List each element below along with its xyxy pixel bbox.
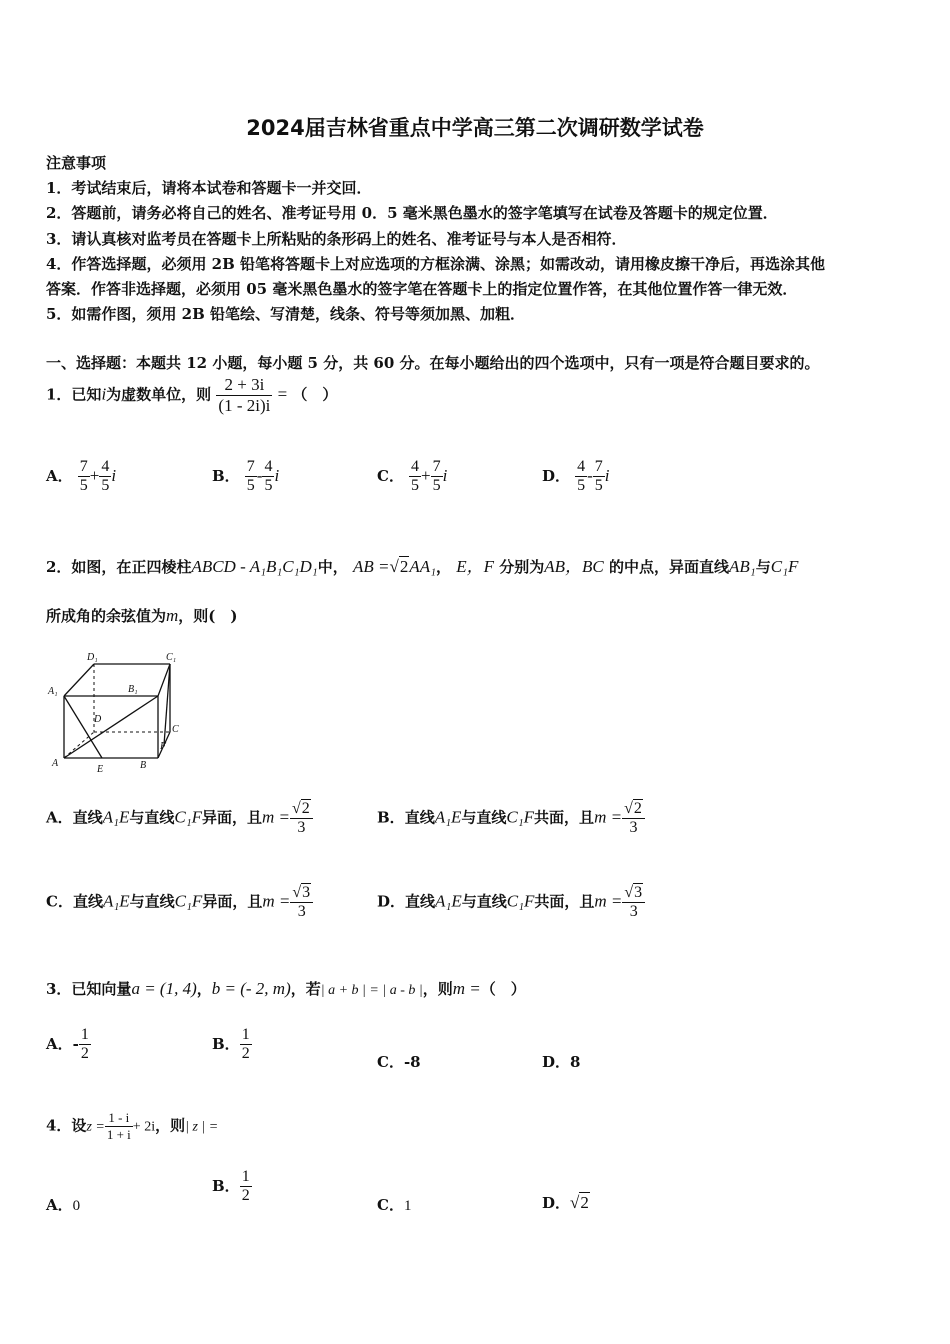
q4-then: ，则 — [155, 1116, 186, 1135]
frac-den: 3 — [622, 818, 645, 837]
frac-den: 3 — [290, 818, 313, 837]
hidden-edge-ad — [64, 732, 94, 758]
q3-condition: | a + b | = | a - b | — [320, 983, 423, 998]
option-operator: + — [421, 466, 431, 485]
frac-num: 1 — [241, 1168, 250, 1185]
frac-den: 5 — [577, 477, 586, 494]
option-frac — [78, 458, 90, 495]
label-c1: C₁ — [166, 652, 177, 663]
option-frac — [79, 1026, 91, 1063]
label-a1: A₁ — [48, 686, 58, 697]
option-sqrt: √2 — [570, 1193, 589, 1212]
frac-den: 3 — [290, 902, 313, 921]
frac-den: 5 — [264, 477, 273, 494]
q3-vector-a: a = (1, 4) — [131, 979, 197, 998]
frac-den: 5 — [432, 477, 441, 494]
option-line: C₁F — [174, 807, 202, 827]
option-text: 1 — [403, 1198, 412, 1214]
segment-ab1 — [64, 696, 158, 758]
q4-fraction — [105, 1110, 133, 1143]
sqrt-radicand: 3 — [302, 884, 311, 901]
q2-and: 与 — [755, 558, 771, 576]
option-label: D． — [542, 1194, 571, 1212]
option-var: i — [111, 466, 117, 485]
label-b1: B₁ — [128, 684, 138, 695]
label-b: B — [140, 760, 147, 771]
notice-item: 1．考试结束后，请将本试卷和答题卡一并交回． — [46, 179, 372, 197]
label-f: F — [160, 741, 167, 752]
q2-option-b[interactable] — [377, 800, 645, 837]
option-frac — [290, 800, 313, 837]
q3-if: ，若 — [290, 980, 321, 998]
q1-var: i — [101, 384, 107, 404]
option-text: 与直线 — [461, 808, 507, 827]
option-m: m = — [262, 891, 291, 911]
option-label: C． — [377, 1196, 404, 1214]
notice-item: 3．请认真核对监考员在答题卡上所粘贴的条形码上的姓名、准考证号与本人是否相符． — [46, 230, 627, 248]
option-text: 共面，且 — [534, 808, 595, 827]
label-d: D — [94, 714, 102, 725]
option-m: m = — [594, 891, 623, 911]
q2-mid1: 分别为 — [499, 558, 545, 576]
q1-option-a[interactable] — [46, 458, 116, 495]
q2-m: m — [166, 606, 179, 625]
option-m: m = — [594, 807, 623, 827]
option-text: 8 — [570, 1053, 581, 1071]
option-operator: - — [587, 466, 593, 485]
notice-item: 4．作答选择题，必须用 2B 铅笔将答题卡上对应选项的方框涂满、涂黑；如需改动，请用橡皮擦干净后，再选涂其他 — [46, 255, 826, 273]
option-text: 异面，且 — [202, 892, 263, 911]
q2-line1: AB₁ — [729, 557, 756, 576]
option-frac — [262, 458, 274, 495]
q3-option-a[interactable] — [46, 1026, 91, 1063]
q4-option-a[interactable] — [46, 1194, 80, 1215]
option-label: D． — [542, 467, 571, 485]
q1-mid: 为虚数单位，则 — [106, 385, 212, 404]
frac-num: 7 — [594, 458, 603, 475]
q2-option-a[interactable] — [46, 800, 313, 837]
option-line: C₁F — [506, 807, 535, 827]
q1-option-d[interactable] — [542, 458, 610, 495]
option-frac — [240, 1026, 252, 1063]
q3-option-c[interactable] — [377, 1051, 421, 1072]
q2-option-d[interactable] — [377, 884, 645, 921]
option-sign: - — [72, 1035, 79, 1053]
option-frac — [290, 884, 313, 921]
q2-in: 中， — [317, 558, 348, 576]
sqrt-radicand: 3 — [634, 884, 643, 901]
option-var: i — [274, 466, 280, 485]
q4-option-c[interactable] — [377, 1194, 411, 1215]
frac-den: 3 — [622, 902, 645, 921]
option-label: A． — [46, 808, 73, 827]
sqrt-radicand: 2 — [301, 800, 310, 817]
option-frac — [431, 458, 443, 495]
q2-segments: AB，BC — [544, 557, 604, 576]
option-operator: - — [256, 466, 263, 485]
option-label: B． — [212, 467, 240, 485]
frac-den: 5 — [594, 477, 603, 494]
sqrt-radicand: 2 — [580, 1193, 589, 1212]
frac-num: 4 — [411, 458, 420, 475]
option-label: B． — [212, 1035, 240, 1053]
q1-prefix: 1．已知 — [46, 385, 102, 404]
q2-cond-sqrt: √2 — [389, 557, 409, 576]
edge-a1d1 — [64, 664, 94, 696]
q3-then: ，则 — [422, 980, 453, 998]
q2-prism: ABCD - A₁B₁C₁D₁ — [191, 557, 318, 576]
q2-comma: ， — [436, 558, 452, 576]
frac-num: 1 — [241, 1026, 250, 1043]
frac-num: √2 — [292, 800, 310, 817]
question-2 — [46, 552, 798, 577]
q4-abs: | z | = — [185, 1119, 219, 1135]
q2-mid2: 的中点，异面直线 — [609, 558, 730, 576]
label-d1: D₁ — [87, 652, 98, 663]
option-frac — [575, 458, 587, 495]
option-line: A₁E — [102, 807, 130, 827]
frac-den: 5 — [79, 477, 88, 494]
option-var: i — [442, 466, 448, 485]
q2-end: ，则( ) — [178, 607, 238, 625]
question-2-cont — [46, 605, 238, 626]
option-label: C． — [46, 892, 73, 911]
frac-den: 5 — [246, 477, 255, 494]
q1-option-c[interactable] — [377, 458, 447, 495]
label-e: E — [97, 764, 104, 775]
option-frac — [593, 458, 605, 495]
frac-den: 5 — [411, 477, 420, 494]
notice-item: 答案．作答非选择题，必须用 05 毫米黑色墨水的签字笔在答题卡上的指定位置作答，在其他位置作答一律无效． — [46, 280, 798, 298]
q1-equals: = — [277, 384, 288, 404]
option-text: 共面，且 — [534, 892, 595, 911]
q4-option-d[interactable] — [542, 1192, 590, 1213]
q2-prefix: 2．如图，在正四棱柱 — [46, 558, 192, 576]
q4-prefix: 4．设 — [46, 1116, 87, 1135]
q1-fraction — [216, 375, 272, 416]
prism-figure — [44, 650, 194, 778]
q3-m: m = — [452, 979, 481, 998]
frac-num: 4 — [577, 458, 586, 475]
frac-num: √3 — [624, 884, 643, 901]
frac-num: 7 — [432, 458, 441, 475]
page-title: 2024届吉林省重点中学高三第二次调研数学试卷 — [246, 116, 704, 140]
option-operator: + — [89, 466, 100, 485]
option-text: 0 — [72, 1198, 81, 1214]
option-frac — [622, 884, 645, 921]
option-text: 与直线 — [461, 892, 507, 911]
notice-heading: 注意事项 — [46, 154, 107, 172]
q2-line2text: 所成角的余弦值为 — [46, 607, 167, 625]
frac-den: 2 — [241, 1045, 250, 1062]
option-label: D． — [377, 892, 406, 911]
option-text: 与直线 — [129, 808, 175, 827]
q4-z: z = — [86, 1119, 105, 1135]
q3-sep: ， — [196, 980, 212, 998]
option-frac — [245, 458, 257, 495]
frac-num: 1 — [80, 1026, 89, 1043]
frac-num: √2 — [624, 800, 642, 817]
option-text: 直线 — [72, 892, 103, 911]
q4-option-b[interactable] — [212, 1168, 252, 1205]
frac-num: 7 — [246, 458, 255, 475]
q1-numerator: 2 + 3i — [224, 375, 265, 394]
option-text: 与直线 — [129, 892, 175, 911]
q1-denominator: (1 - 2i)i — [218, 396, 271, 415]
q2-cond-rhs: AA₁ — [409, 557, 436, 576]
option-label: A． — [46, 1196, 73, 1214]
frac-num: 4 — [264, 458, 273, 475]
option-label: B． — [377, 808, 405, 827]
option-line: C₁F — [506, 891, 535, 911]
option-text: -8 — [403, 1053, 421, 1071]
option-text: 直线 — [72, 808, 103, 827]
option-text: 直线 — [404, 808, 435, 827]
q2-cond-lhs: AB = — [352, 557, 390, 576]
frac-den: 2 — [80, 1045, 89, 1062]
option-m: m = — [262, 807, 291, 827]
q3-option-b[interactable] — [212, 1026, 252, 1063]
option-label: A． — [46, 467, 73, 485]
sqrt-radicand: 2 — [399, 557, 409, 576]
q1-paren: （ ） — [292, 385, 338, 404]
q4-plus: + 2i — [132, 1119, 156, 1135]
frac-den: 2 — [241, 1187, 250, 1204]
label-a: A — [52, 758, 59, 769]
q1-option-b[interactable] — [212, 458, 279, 495]
q2-option-c[interactable] — [46, 884, 313, 921]
option-line: A₁E — [435, 891, 462, 911]
option-line: A₁E — [102, 891, 130, 911]
segment-a1e — [64, 696, 102, 758]
frac-num: 7 — [79, 458, 88, 475]
option-label: D． — [542, 1053, 571, 1071]
q3-option-d[interactable] — [542, 1051, 580, 1072]
notice-item: 5．如需作图，须用 2B 铅笔绘、写清楚，线条、符号等须加黑、加粗． — [46, 305, 525, 323]
option-frac — [409, 458, 421, 495]
option-line: A₁E — [434, 807, 462, 827]
frac-num: √3 — [292, 884, 311, 901]
option-label: B． — [212, 1177, 240, 1195]
option-text: 异面，且 — [202, 808, 263, 827]
option-line: C₁F — [174, 891, 203, 911]
option-label: C． — [377, 467, 404, 485]
q2-ef: E，F — [456, 557, 495, 576]
question-1 — [46, 375, 337, 416]
option-var: i — [604, 466, 610, 485]
notice-item: 2．答题前，请务必将自己的姓名、准考证号用 0．5 毫米黑色墨水的签字笔填写在试卷及答题卡的规定位置． — [46, 204, 778, 222]
option-label: A． — [46, 1035, 73, 1053]
option-frac — [622, 800, 645, 837]
option-frac — [240, 1168, 252, 1205]
sqrt-radicand: 2 — [633, 800, 642, 817]
q3-paren: （ ） — [480, 980, 526, 998]
frac-den: 5 — [101, 477, 110, 494]
option-frac — [99, 458, 111, 495]
label-c: C — [172, 724, 179, 735]
option-label: C． — [377, 1053, 404, 1071]
q2-line2: C₁F — [770, 557, 799, 576]
question-3 — [46, 978, 526, 999]
frac-num: 4 — [101, 458, 110, 475]
question-4 — [46, 1110, 218, 1143]
section-heading: 一、选择题：本题共 12 小题，每小题 5 分，共 60 分。在每小题给出的四个选项中，只有一项是符合题目要求的。 — [46, 354, 820, 372]
q3-vector-b: b = (- 2, m) — [211, 979, 291, 998]
q3-prefix: 3．已知向量 — [46, 980, 132, 998]
frac-den: 1 + i — [106, 1127, 131, 1142]
frac-num: 1 - i — [108, 1110, 130, 1125]
option-text: 直线 — [405, 892, 436, 911]
